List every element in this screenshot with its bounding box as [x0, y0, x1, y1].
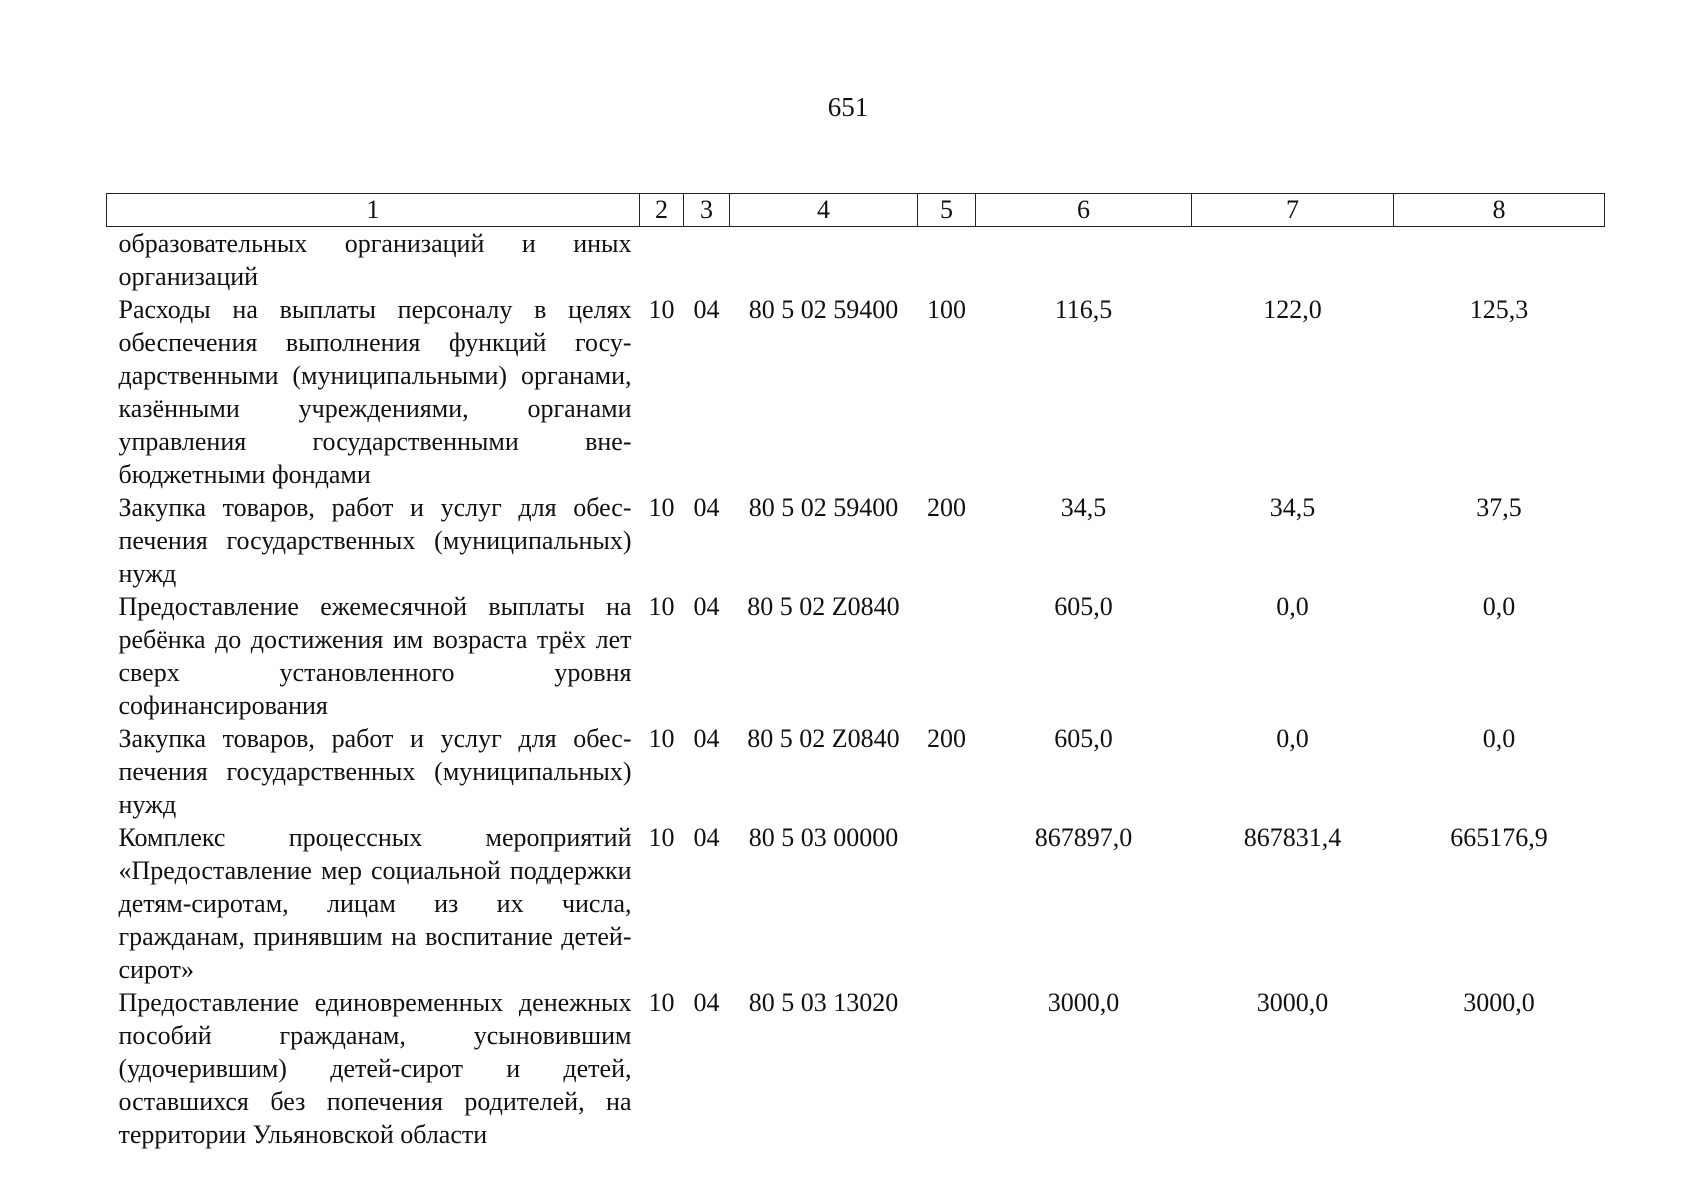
row-expense-type: 200 [927, 724, 966, 753]
column-header-8: 8 [1394, 194, 1605, 227]
row-target-item: 80 5 03 13020 [748, 988, 899, 1017]
row-name: Предоставление ежемесячной выплаты на ребёнка до достижения им возраста трёх лет сверх установленного уровня софинансирования [118, 592, 632, 720]
row-amount-3: 3000,0 [1463, 988, 1535, 1017]
row-target-item [730, 227, 918, 294]
row-amount-2: 0,0 [1276, 724, 1309, 753]
row-amount-3: 0,0 [1482, 724, 1516, 753]
row-amount-2: 867831,4 [1243, 823, 1342, 852]
row-amount-3: 125,3 [1469, 295, 1529, 324]
row-subsection: 04 [693, 823, 720, 852]
row-target-item: 80 5 02 Z0840 [747, 592, 900, 621]
row-amount-1: 867897,0 [1034, 823, 1133, 852]
row-expense-type [918, 227, 976, 294]
row-target-item: 80 5 02 Z0840 [747, 724, 900, 753]
page-number: 651 [827, 92, 869, 122]
column-header-2: 2 [640, 194, 684, 227]
row-expense-type [918, 590, 976, 722]
row-subsection [684, 227, 730, 294]
row-amount-1: 3000,0 [1047, 988, 1120, 1017]
row-amount-1: 116,5 [1054, 295, 1113, 324]
row-amount-1: 605,0 [1054, 724, 1113, 753]
row-amount-3 [1394, 227, 1605, 294]
row-section: 10 [648, 988, 675, 1017]
column-header-1: 1 [107, 194, 640, 227]
column-header-5: 5 [918, 194, 976, 227]
row-subsection: 04 [693, 493, 720, 522]
row-name: Расходы на выплаты персоналу в целях обеспечения выполнения функций государственными (муниципальными) органами, казёнными учреждениями, органами управления государственными внебюджетными фондами [118, 295, 632, 489]
table-row [107, 491, 1605, 590]
row-expense-type: 100 [927, 295, 966, 324]
row-section: 10 [648, 295, 675, 324]
column-header-3: 3 [684, 194, 730, 227]
row-amount-2 [1192, 227, 1394, 294]
column-header-4: 4 [730, 194, 918, 227]
row-name: Закупка товаров, работ и услуг для обеспечения государственных (муниципальных) нужд [118, 724, 632, 819]
row-name: образовательных организаций и иных организаций [118, 229, 632, 291]
table-row [107, 293, 1605, 491]
row-subsection: 04 [693, 295, 720, 324]
row-amount-2: 34,5 [1269, 493, 1316, 522]
row-amount-3: 665176,9 [1450, 823, 1548, 852]
row-amount-2: 0,0 [1276, 592, 1309, 621]
row-name: Закупка товаров, работ и услуг для обеспечения государственных (муниципальных) нужд [118, 493, 632, 588]
table-row [107, 590, 1605, 722]
column-header-6: 6 [976, 194, 1192, 227]
row-amount-1: 605,0 [1054, 592, 1113, 621]
row-amount-1 [976, 227, 1192, 294]
column-header-7: 7 [1192, 194, 1394, 227]
row-section [640, 227, 684, 294]
row-amount-3: 37,5 [1476, 493, 1522, 522]
row-section: 10 [648, 493, 675, 522]
row-section: 10 [648, 592, 675, 621]
row-amount-3: 0,0 [1482, 592, 1516, 621]
row-expense-type [918, 986, 976, 1151]
row-target-item: 80 5 02 59400 [748, 493, 899, 522]
table-row [107, 821, 1605, 986]
row-amount-1: 34,5 [1060, 493, 1107, 522]
row-subsection: 04 [693, 988, 720, 1017]
table-row [107, 227, 1605, 294]
table-row [107, 722, 1605, 821]
row-expense-type: 200 [927, 493, 966, 522]
row-subsection: 04 [693, 724, 720, 753]
row-amount-2: 122,0 [1263, 295, 1322, 324]
row-target-item: 80 5 03 00000 [748, 823, 899, 852]
row-section: 10 [648, 724, 675, 753]
table-header [107, 194, 1605, 227]
row-target-item: 80 5 02 59400 [748, 295, 899, 324]
table-row [107, 986, 1605, 1151]
table-body [107, 227, 1605, 1152]
row-name: Комплекс процессных мероприятий «Предоставление мер социальной поддержки детям-сиротам, лицам из их числа, гражданам, принявшим на воспитание детей-сирот» [118, 823, 632, 984]
row-subsection: 04 [693, 592, 720, 621]
row-amount-2: 3000,0 [1256, 988, 1329, 1017]
row-expense-type [918, 821, 976, 986]
row-section: 10 [648, 823, 675, 852]
budget-table [106, 193, 1605, 1151]
header-row [107, 194, 1605, 227]
row-name: Предоставление единовременных денежных пособий гражданам, усыновившим (удочерившим) детей-сирот и детей, оставшихся без попечения родителей, на территории Ульяновской области [118, 988, 632, 1149]
